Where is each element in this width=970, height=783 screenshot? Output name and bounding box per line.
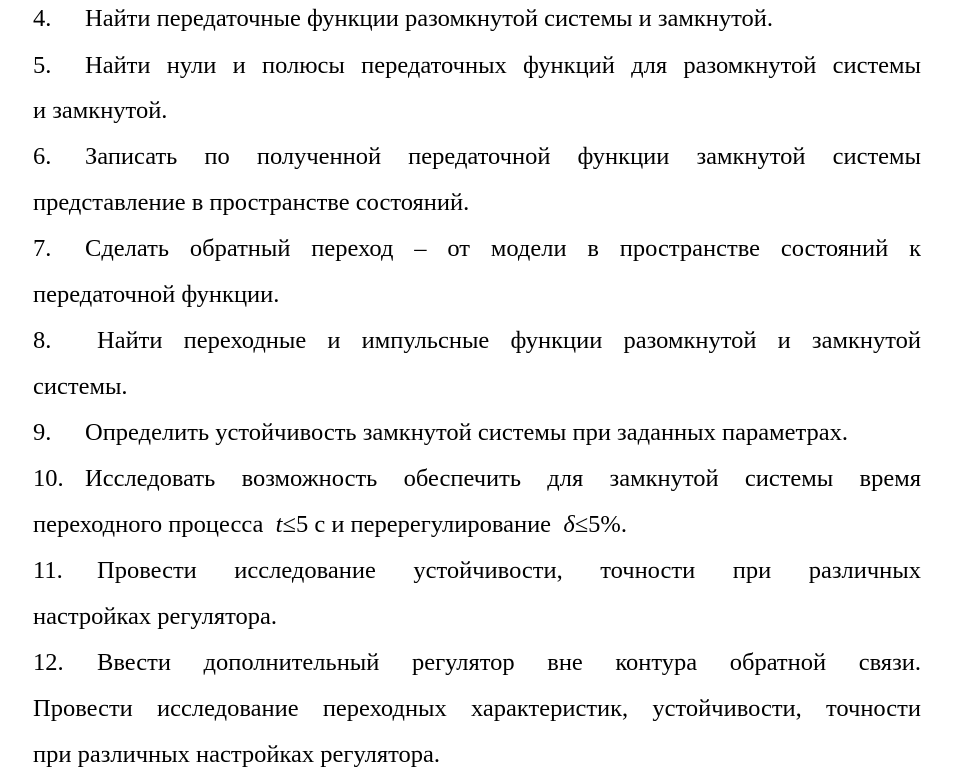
item-text: Найти нули и полюсы передаточных функций для разомкнутой системы xyxy=(85,52,921,79)
overshoot-value: 5 xyxy=(588,511,601,538)
list-item-11 xyxy=(33,548,921,594)
list-item-7 xyxy=(33,226,921,272)
list-item-11-cont xyxy=(33,594,921,640)
item-number: 8. xyxy=(33,327,52,354)
time-unit: с xyxy=(314,511,326,538)
item-text: Найти переходные и импульсные функции разомкнутой и замкнутой xyxy=(97,327,921,354)
list-item-6-cont xyxy=(33,180,921,226)
overshoot-variable: δ xyxy=(563,511,575,538)
relation-symbol: ≤ xyxy=(282,511,296,538)
relation-symbol: ≤ xyxy=(574,511,589,538)
item-number: 4. xyxy=(33,5,52,32)
item-text: Сделать обратный переход – от модели в пространстве состояний к xyxy=(85,235,921,262)
item-text: Ввести дополнительный регулятор вне контура обратной связи. xyxy=(97,649,921,676)
list-item-4 xyxy=(33,0,921,42)
item-text: Провести исследование устойчивости, точности при различных xyxy=(97,557,921,584)
item-text: и перерегулирование xyxy=(331,511,552,538)
time-variable: t xyxy=(275,511,283,538)
time-value: 5 xyxy=(295,511,309,538)
list-item-9 xyxy=(33,410,921,456)
item-text: системы. xyxy=(33,373,128,400)
item-text: Найти передаточные функции разомкнутой системы и замкнутой. xyxy=(85,5,774,32)
item-number: 11. xyxy=(33,557,63,584)
overshoot-unit: %. xyxy=(600,511,627,538)
item-text: при различных настройках регулятора. xyxy=(33,741,440,768)
list-item-5 xyxy=(33,43,921,89)
item-text: настройках регулятора. xyxy=(33,603,277,630)
list-item-10-formula xyxy=(33,502,921,548)
item-number: 7. xyxy=(33,235,52,262)
item-number: 10. xyxy=(33,465,64,492)
list-item-7-cont xyxy=(33,272,921,318)
item-number: 6. xyxy=(33,143,52,170)
list-item-8 xyxy=(33,318,921,364)
item-text: Исследовать возможность обеспечить для замкнутой системы время xyxy=(85,465,921,492)
item-text: передаточной функции. xyxy=(33,281,280,308)
item-text: Записать по полученной передаточной функции замкнутой системы xyxy=(85,143,921,170)
list-item-12-cont xyxy=(33,686,921,732)
list-item-8-cont xyxy=(33,364,921,410)
list-item-10 xyxy=(33,456,921,502)
item-text: переходного процесса xyxy=(33,511,264,538)
item-text: представление в пространстве состояний. xyxy=(33,189,470,216)
list-item-12-cont-2 xyxy=(33,732,921,778)
item-number: 9. xyxy=(33,419,52,446)
item-text: и замкнутой. xyxy=(33,97,168,124)
list-item-12 xyxy=(33,640,921,686)
item-number: 5. xyxy=(33,52,52,79)
list-item-5-cont xyxy=(33,88,921,134)
item-text: Провести исследование переходных характеристик, устойчивости, точности xyxy=(33,695,921,722)
item-text: Определить устойчивость замкнутой системы при заданных параметрах. xyxy=(85,419,848,446)
list-item-6 xyxy=(33,134,921,180)
item-number: 12. xyxy=(33,649,64,676)
